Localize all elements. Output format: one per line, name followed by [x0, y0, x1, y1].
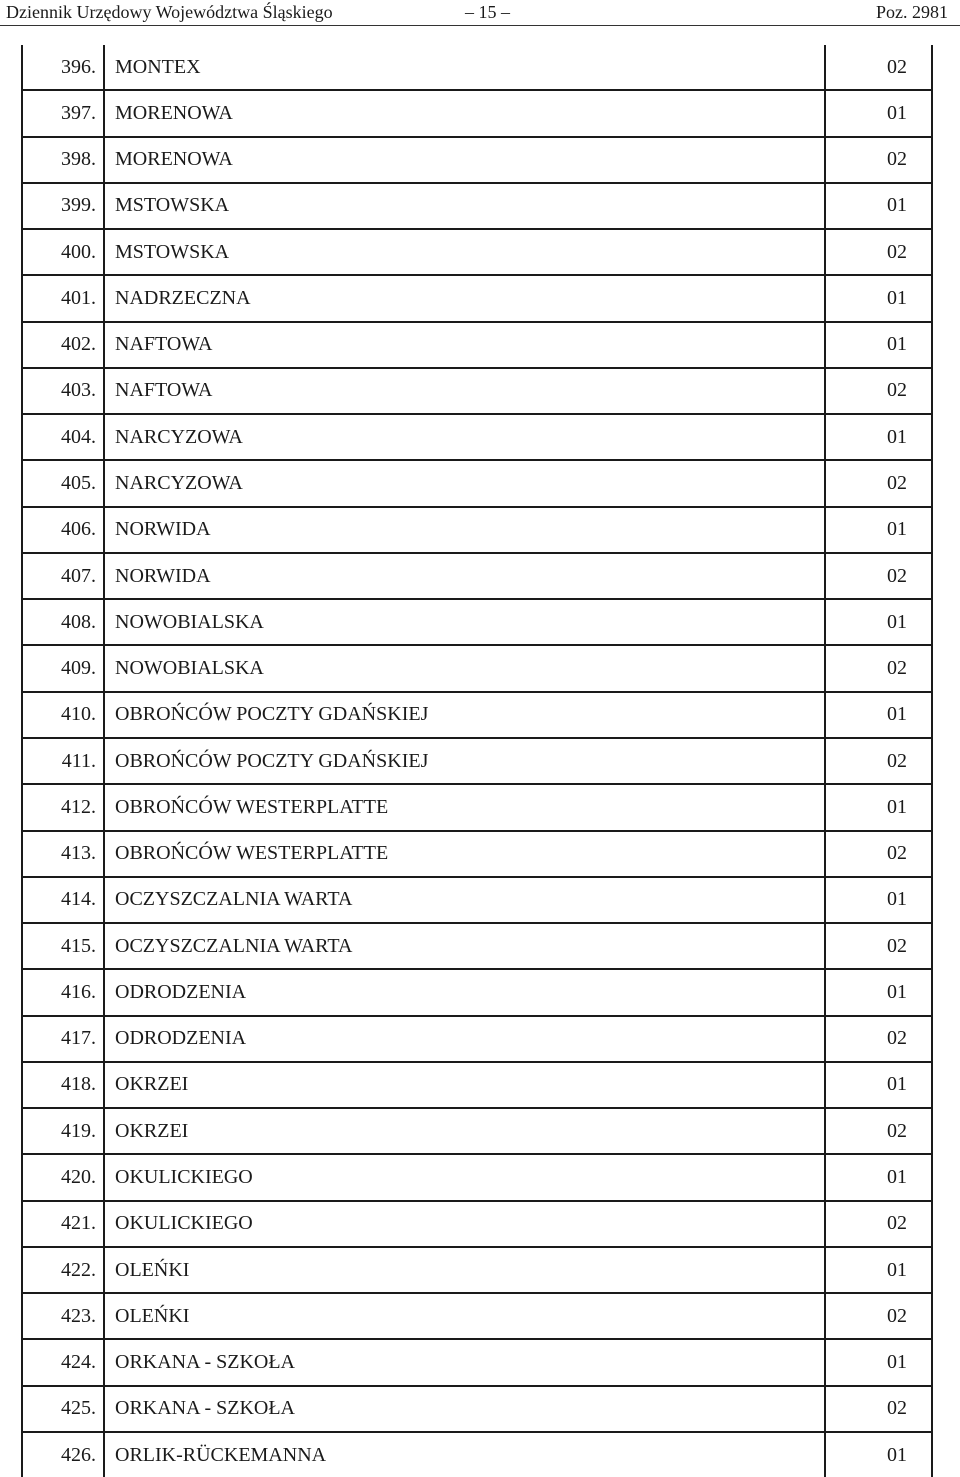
district-code: 01 [825, 90, 932, 136]
row-number: 414. [22, 877, 104, 923]
table-row [22, 45, 932, 90]
row-number: 411. [22, 738, 104, 784]
street-name: ODRODZENIA [104, 969, 825, 1015]
row-number: 423. [22, 1293, 104, 1339]
street-name: ORLIK-RÜCKEMANNA [104, 1432, 825, 1477]
table-row [22, 137, 932, 183]
district-code: 01 [825, 969, 932, 1015]
table-row [22, 507, 932, 553]
district-code: 01 [825, 183, 932, 229]
district-code: 02 [825, 645, 932, 691]
row-number: 410. [22, 692, 104, 738]
row-number: 406. [22, 507, 104, 553]
district-code: 02 [825, 460, 932, 506]
street-name: OBROŃCÓW WESTERPLATTE [104, 784, 825, 830]
table-row [22, 1016, 932, 1062]
street-name: ORKANA - SZKOŁA [104, 1339, 825, 1385]
row-number: 398. [22, 137, 104, 183]
row-number: 407. [22, 553, 104, 599]
street-name: MSTOWSKA [104, 229, 825, 275]
district-code: 02 [825, 923, 932, 969]
street-name: NARCYZOWA [104, 460, 825, 506]
table-row [22, 1247, 932, 1293]
street-name: OCZYSZCZALNIA WARTA [104, 877, 825, 923]
row-number: 418. [22, 1062, 104, 1108]
table-row [22, 877, 932, 923]
street-table-body [22, 45, 932, 1477]
district-code: 01 [825, 877, 932, 923]
district-code: 02 [825, 553, 932, 599]
table-row [22, 460, 932, 506]
street-name: NORWIDA [104, 507, 825, 553]
district-code: 01 [825, 275, 932, 321]
row-number: 425. [22, 1386, 104, 1432]
street-name: MONTEX [104, 45, 825, 90]
street-table [21, 45, 933, 1477]
street-name: ORKANA - SZKOŁA [104, 1386, 825, 1432]
street-name: OLEŃKI [104, 1247, 825, 1293]
district-code: 01 [825, 1339, 932, 1385]
street-name: NADRZECZNA [104, 275, 825, 321]
header-rule [0, 25, 960, 26]
street-name: MORENOWA [104, 137, 825, 183]
district-code: 01 [825, 1062, 932, 1108]
district-code: 01 [825, 1154, 932, 1200]
street-name: OKULICKIEGO [104, 1201, 825, 1247]
district-code: 02 [825, 1293, 932, 1339]
table-row [22, 1339, 932, 1385]
table-row [22, 599, 932, 645]
district-code: 02 [825, 1386, 932, 1432]
table-row [22, 1201, 932, 1247]
district-code: 02 [825, 368, 932, 414]
row-number: 421. [22, 1201, 104, 1247]
row-number: 426. [22, 1432, 104, 1477]
table-row [22, 831, 932, 877]
table-row [22, 414, 932, 460]
table-row [22, 1062, 932, 1108]
table-row [22, 1108, 932, 1154]
row-number: 403. [22, 368, 104, 414]
street-name: OKRZEI [104, 1108, 825, 1154]
district-code: 01 [825, 599, 932, 645]
table-row [22, 1432, 932, 1477]
district-code: 02 [825, 1201, 932, 1247]
table-row [22, 969, 932, 1015]
street-name: ODRODZENIA [104, 1016, 825, 1062]
district-code: 01 [825, 322, 932, 368]
table-row [22, 692, 932, 738]
district-code: 02 [825, 137, 932, 183]
position-number: Poz. 2981 [876, 2, 948, 22]
street-name: NAFTOWA [104, 368, 825, 414]
row-number: 408. [22, 599, 104, 645]
table-row [22, 275, 932, 321]
table-row [22, 322, 932, 368]
table-row [22, 553, 932, 599]
district-code: 01 [825, 414, 932, 460]
table-row [22, 229, 932, 275]
street-name: NOWOBIALSKA [104, 645, 825, 691]
street-name: OBROŃCÓW WESTERPLATTE [104, 831, 825, 877]
district-code: 02 [825, 831, 932, 877]
district-code: 01 [825, 1432, 932, 1477]
street-name: OCZYSZCZALNIA WARTA [104, 923, 825, 969]
table-row [22, 1386, 932, 1432]
table-row [22, 738, 932, 784]
row-number: 402. [22, 322, 104, 368]
row-number: 400. [22, 229, 104, 275]
district-code: 01 [825, 784, 932, 830]
row-number: 412. [22, 784, 104, 830]
table-row [22, 368, 932, 414]
street-name: OKRZEI [104, 1062, 825, 1108]
table-row [22, 1293, 932, 1339]
row-number: 416. [22, 969, 104, 1015]
street-name: MORENOWA [104, 90, 825, 136]
row-number: 401. [22, 275, 104, 321]
street-name: NARCYZOWA [104, 414, 825, 460]
row-number: 420. [22, 1154, 104, 1200]
row-number: 396. [22, 45, 104, 90]
row-number: 419. [22, 1108, 104, 1154]
street-name: NORWIDA [104, 553, 825, 599]
row-number: 417. [22, 1016, 104, 1062]
district-code: 02 [825, 45, 932, 90]
street-name: NOWOBIALSKA [104, 599, 825, 645]
district-code: 02 [825, 738, 932, 784]
street-name: OBROŃCÓW POCZTY GDAŃSKIEJ [104, 738, 825, 784]
page-header [0, 0, 960, 26]
district-code: 01 [825, 507, 932, 553]
street-name: NAFTOWA [104, 322, 825, 368]
table-row [22, 784, 932, 830]
district-code: 02 [825, 1016, 932, 1062]
table-row [22, 923, 932, 969]
table-row [22, 90, 932, 136]
district-code: 02 [825, 1108, 932, 1154]
row-number: 409. [22, 645, 104, 691]
district-code: 01 [825, 1247, 932, 1293]
row-number: 413. [22, 831, 104, 877]
row-number: 415. [22, 923, 104, 969]
row-number: 422. [22, 1247, 104, 1293]
row-number: 424. [22, 1339, 104, 1385]
journal-title: Dziennik Urzędowy Województwa Śląskiego [6, 2, 333, 22]
district-code: 01 [825, 692, 932, 738]
table-row [22, 1154, 932, 1200]
street-name: OBROŃCÓW POCZTY GDAŃSKIEJ [104, 692, 825, 738]
row-number: 397. [22, 90, 104, 136]
street-name: OLEŃKI [104, 1293, 825, 1339]
table-row [22, 645, 932, 691]
district-code: 02 [825, 229, 932, 275]
street-name: OKULICKIEGO [104, 1154, 825, 1200]
table-row [22, 183, 932, 229]
row-number: 399. [22, 183, 104, 229]
page-number: – 15 – [465, 2, 510, 22]
row-number: 405. [22, 460, 104, 506]
row-number: 404. [22, 414, 104, 460]
street-name: MSTOWSKA [104, 183, 825, 229]
